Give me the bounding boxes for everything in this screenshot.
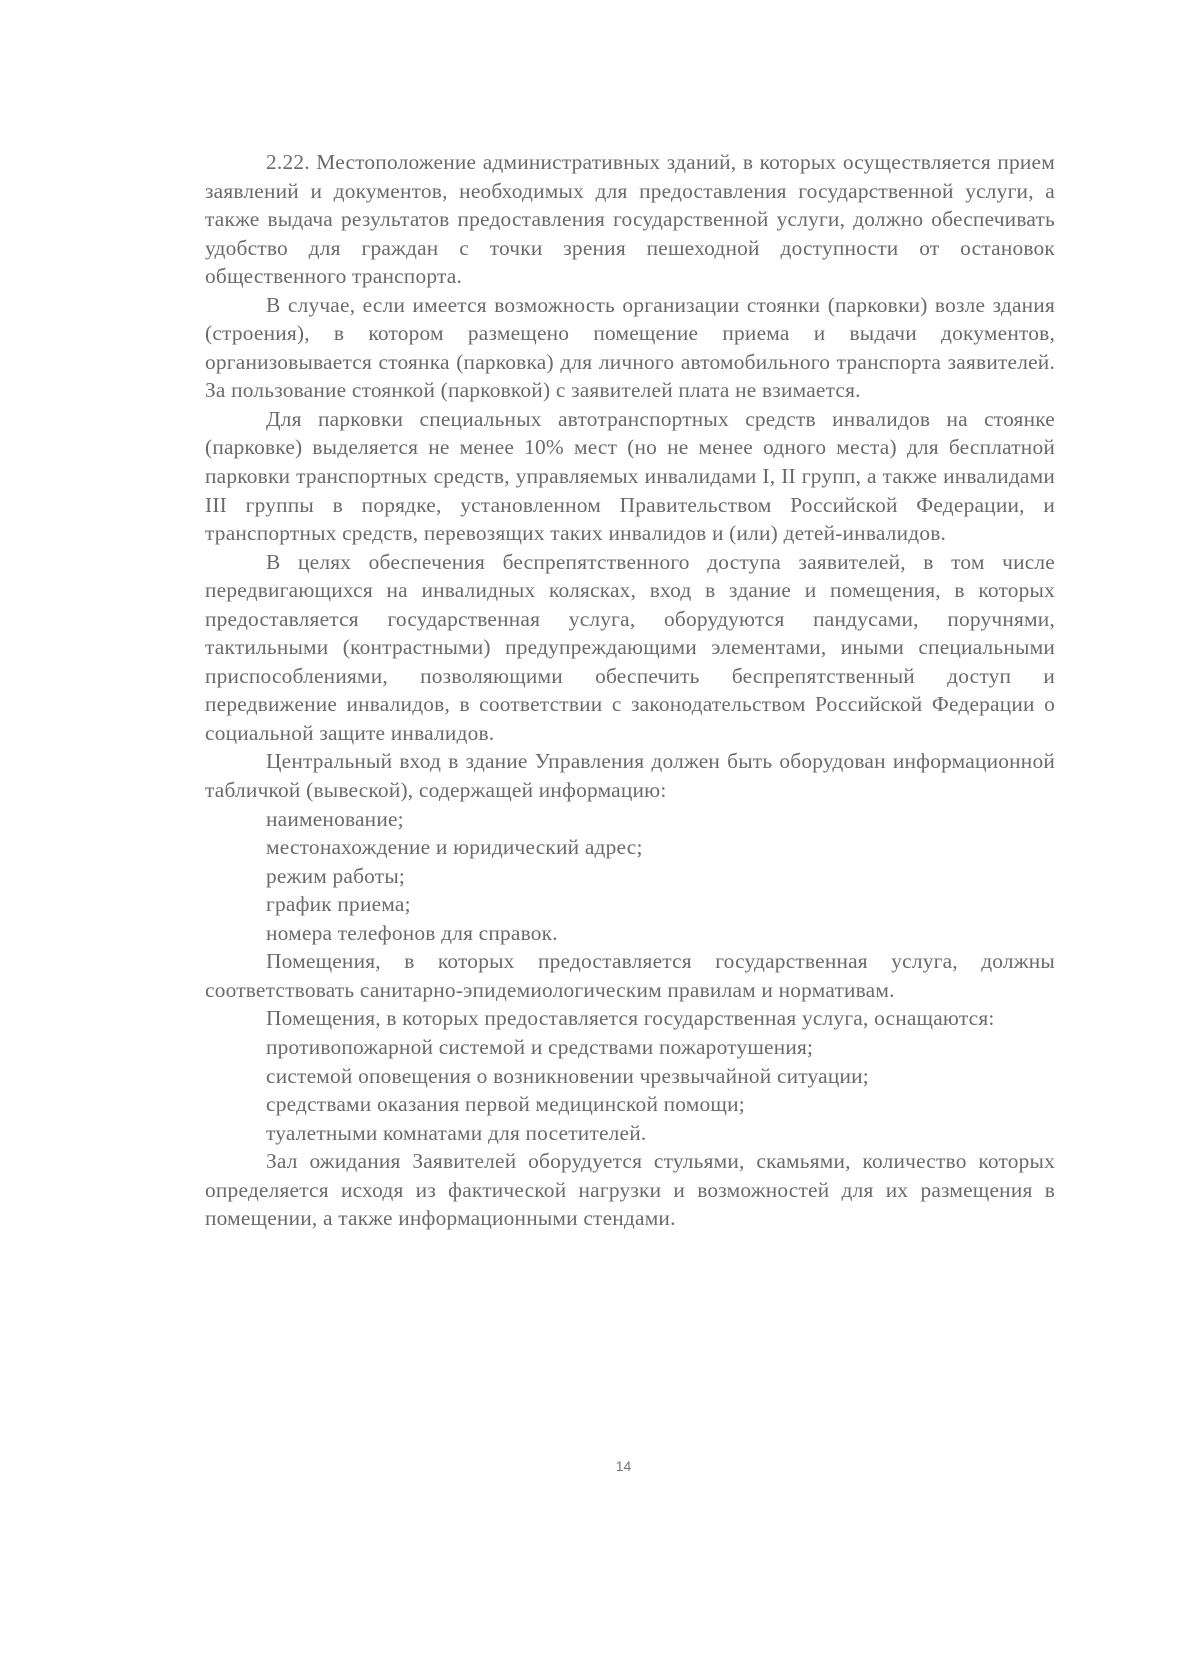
paragraph-equipment: Помещения, в которых предоставляется государственная услуга, оснащаются:: [266, 1006, 995, 1031]
paragraph-sanitary: Помещения, в которых предоставляется государственная услуга, должны соответствовать санитарно-эпидемиологическим правилам и нормативам.: [205, 949, 1055, 1002]
paragraph-entrance-sign: Центральный вход в здание Управления должен быть оборудован информационной табличкой (вывеской), содержащей информацию:: [205, 749, 1055, 803]
sign-list-item: номера телефонов для справок.: [266, 920, 558, 945]
page-number: 14: [615, 1458, 632, 1474]
equipment-list-item: противопожарной системой и средствами пожаротушения;: [266, 1034, 814, 1059]
paragraph-accessibility: В целях обеспечения беспрепятственного доступа заявителей, в том числе передвигающихся на инвалидных колясках, вход в здание и помещения, в которых предоставляется государственная услуга, оборудуются пандусами, поручнями, тактильными (контрастными) предупреждающими элементами, иными специальными приспособлениями, позволяющими обеспечить беспрепятственный доступ и передвижение инвалидов, в соответствии с законодательством Российской Федерации о социальной защите инвалидов.: [205, 549, 1055, 745]
document-body: [205, 148, 1055, 1233]
sign-list-item: график приема;: [266, 892, 411, 917]
equipment-list-item: туалетными комнатами для посетителей.: [266, 1120, 647, 1145]
equipment-list-item: системой оповещения о возникновении чрезвычайной ситуации;: [266, 1063, 869, 1088]
paragraph-disabled-parking: Для парковки специальных автотранспортных средств инвалидов на стоянке (парковке) выделяется не менее 10% мест (но не менее одного места) для бесплатной парковки транспортных средств, управляемых инвалидами I, II групп, а также инвалидами III группы в порядке, установленном Правительством Российской Федерации, и транспортных средств, перевозящих таких инвалидов и (или) детей-инвалидов.: [205, 406, 1055, 546]
paragraph-location: 2.22. Местоположение административных зданий, в которых осуществляется прием заявлений и документов, необходимых для предоставления государственной услуги, а также выдача результатов предоставления государственной услуги, должно обеспечивать удобство для граждан с точки зрения пешеходной доступности от остановок общественного транспорта.: [205, 150, 1055, 289]
sign-list-item: режим работы;: [266, 863, 406, 888]
paragraph-waiting-hall: Зал ожидания Заявителей оборудуется стульями, скамьями, количество которых определяется исходя из фактической нагрузки и возможностей для их размещения в помещении, а также информационными стендами.: [205, 1149, 1055, 1231]
paragraph-parking: В случае, если имеется возможность организации стоянки (парковки) возле здания (строения), в котором размещено помещение приема и выдачи документов, организовывается стоянка (парковка) для личного автомобильного транспорта заявителей. За пользование стоянкой (парковкой) с заявителей плата не взимается.: [205, 292, 1055, 403]
sign-list-item: местонахождение и юридический адрес;: [266, 835, 643, 860]
equipment-list-item: средствами оказания первой медицинской помощи;: [266, 1092, 745, 1117]
sign-list-item: наименование;: [266, 806, 404, 831]
